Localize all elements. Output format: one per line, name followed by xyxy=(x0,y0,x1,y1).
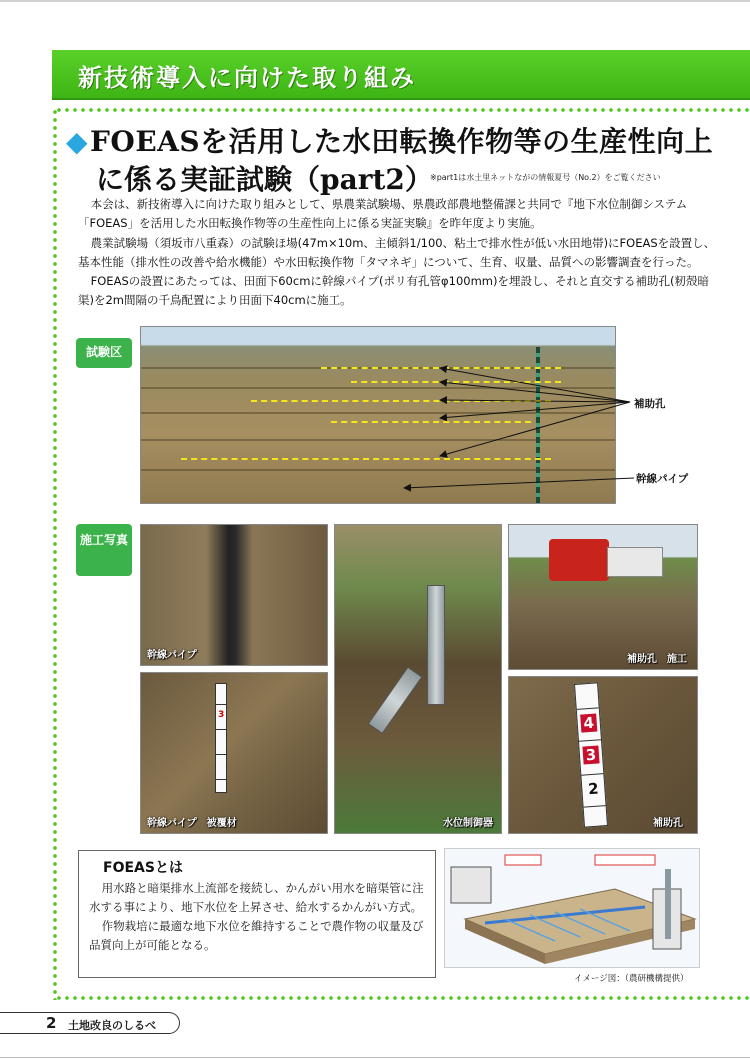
top-rule xyxy=(0,0,750,2)
ruler-digit: 3 xyxy=(582,745,599,764)
sub-hole-dashed-line xyxy=(331,421,531,423)
furrow xyxy=(141,387,615,389)
dotted-border-left xyxy=(53,108,57,1000)
photo-sub-hole xyxy=(508,676,698,834)
furrow xyxy=(141,469,615,471)
foeas-paragraph: 作物栽培に最適な地下水位を維持することで農作物の収量及び品質向上が可能となる。 xyxy=(89,919,424,952)
ruler-digit: 4 xyxy=(580,714,597,733)
measuring-ruler xyxy=(215,683,227,793)
main-pipe-line xyxy=(536,347,540,504)
photo-caption: 補助孔 施工 xyxy=(627,654,687,665)
foeas-diagram-illustration xyxy=(445,849,701,969)
body-paragraph: 本会は、新技術導入に向けた取り組みとして、県農業試験場、県農政部農地整備課と共同で『地下水位制御システム「FOEAS」を活用した水田転換作物等の生産性向上に係る実証実験』を昨年度より実施。 xyxy=(78,197,688,231)
furrow xyxy=(141,412,615,414)
page-number: 2 xyxy=(46,1014,57,1032)
pipe-elbow xyxy=(368,666,423,734)
sub-hole-dashed-line xyxy=(181,458,551,460)
article-title-line2: に係る実証試験（part2） xyxy=(96,163,433,196)
water-control-pipe xyxy=(427,585,445,705)
measuring-ruler xyxy=(574,682,608,827)
photo-caption: 幹線パイプ xyxy=(147,650,197,661)
photo-main-pipe xyxy=(140,524,328,666)
body-paragraph: FOEASの設置にあたっては、田面下60cmに幹線パイプ(ポリ有孔管φ100mm)を埋設し、それと直交する補助孔(籾殻暗渠)を2m間隔の千鳥配置により田面下40cmに施工。 xyxy=(78,274,709,308)
foeas-diagram xyxy=(444,848,700,968)
test-field-photo xyxy=(140,326,616,504)
photo-caption: 幹線パイプ 被覆材 xyxy=(147,818,237,829)
photo-main-pipe-cover xyxy=(140,672,328,834)
diagram-caption: イメージ図：（農研機構提供） xyxy=(574,974,689,984)
page-footer xyxy=(0,1012,180,1034)
annotation-main-pipe: 幹線パイプ xyxy=(636,473,689,485)
bottom-rule xyxy=(0,1057,750,1058)
tractor xyxy=(549,539,609,581)
article-title-line1 xyxy=(66,120,713,160)
sub-hole-dashed-line xyxy=(321,367,561,369)
diamond-icon: ◆ xyxy=(66,125,89,158)
foeas-info-box xyxy=(78,850,436,978)
label-construction-text: 施工写真 xyxy=(79,533,128,547)
sub-hole-dashed-line xyxy=(251,400,551,402)
section-header-title: 新技術導入に向けた取り組み xyxy=(78,64,416,92)
dotted-border-bottom xyxy=(55,996,750,1000)
foeas-box-title: FOEASとは xyxy=(103,860,183,876)
photo-sub-hole-construction xyxy=(508,524,698,670)
foeas-paragraph: 用水路と暗渠排水上流部を接続し、かんがい用水を暗渠管に注水する事により、地下水位を上昇させ、給水するかんがい方式。 xyxy=(89,881,424,914)
photo-caption: 水位制御器 xyxy=(443,818,493,829)
label-construction-photos xyxy=(76,524,132,576)
photo-caption: 補助孔 xyxy=(653,818,683,829)
title-line1-text: FOEASを活用した水田転換作物等の生産性向上 xyxy=(90,125,714,158)
photo-water-control xyxy=(334,524,502,834)
section-header xyxy=(52,50,750,100)
furrow xyxy=(141,439,615,441)
body-paragraph: 農業試験場（須坂市八重森）の試験ほ場(47m×10m、主傾斜1/100、粘土で排水性が低い水田地帯)にFOEASを設置し、基本性能（排水性の改善や給水機能）や水田転換作物「タマネギ」について、生育、収量、品質への影響調査を行った。 xyxy=(78,235,716,269)
label-test-area: 試験区 xyxy=(76,338,132,368)
publication-name: 土地改良のしるべ xyxy=(68,1019,156,1032)
annotation-sub-holes: 補助孔 xyxy=(634,398,666,410)
hopper xyxy=(607,547,663,577)
ruler-digit: 3 xyxy=(218,710,225,720)
dotted-border-top xyxy=(55,108,750,112)
sub-hole-dashed-line xyxy=(351,381,561,383)
title-note: ※part1は水土里ネットながの情報夏号（No.2）をご覧ください xyxy=(430,173,661,182)
article-body xyxy=(78,195,718,311)
ruler-digit: 2 xyxy=(587,779,600,799)
